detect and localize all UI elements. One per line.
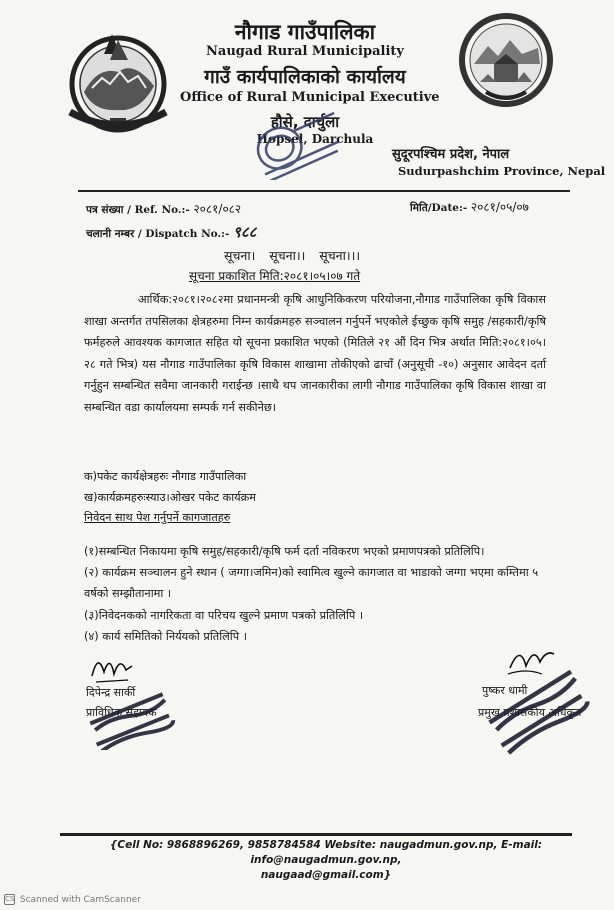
municipality-name-np: नौगाड गाउँपालिका [234,20,376,44]
list-item: (२) कार्यक्रम सञ्चालन हुने स्थान ( जग्गा।जमिन)को स्वामित्व खुल्ने कागजात वा भाडाको जग्गा भएमा कम्तिमा ५ वर्षको सम्झौतानामा । [84,566,539,601]
notice-body: आर्थिक:२०८१।२०८२मा प्रधानमन्त्री कृषि आधुनिकिकरण परियोजना,नौगाड गाउँपालिका कृषि विकास शाखा अन्तर्गत तपसिलका क्षेत्रहरुमा निम्न कार्यक्रमहरु सञ्चालन गर्नुपर्ने भएकोले ईच्छुक कृषि समुह /सहकारी/कृषि फर्महरुले आवश्यक कागजात सहित यो सूचना प्रकाशित भएको (मितिले २१ औं दिन भित्र अर्थात मिति:२०८१।०५।२८ गते भित्र) यस नौगाड गाउँपालिका कृषि विकास शाखामा तोकीएको ढाचाँ (अनुसूची -१०) अनुसार आवेदन दर्ता गर्नुहुन सम्बन्धित सवैमा जानकारी गराईन्छ ।साथै थप जानकारीका लागी नौगाड गाउँपालिका कृषि विकास शाखा वा सम्बन्धित वडा कार्यालयमा सम्पर्क गर्न सकीनेछ। [84,293,546,414]
contact-footer [86,838,566,883]
left-signatory-title: प्राविधिक सहायक [86,706,157,719]
province-en: Sudurpashchim Province, Nepal [398,164,606,178]
location-en: Hopsel, Darchula [256,132,374,146]
header-divider [78,190,570,192]
ref-value: २०८१/०८२ [193,202,242,216]
letter-date [410,198,529,215]
dispatch-label: चलानी नम्बर / Dispatch No.:- [86,228,230,240]
office-name-en: Office of Rural Municipal Executive [180,90,440,105]
programs-line: ख)कार्यक्रमहरुःस्याउ।ओखर पकेट कार्यक्रम [84,491,256,504]
province-np: सुदूरपश्चिम प्रदेश, नेपाल [392,147,510,162]
right-signatory-name: पुष्कर धामी [482,684,528,697]
right-signatory-title: प्रमुख प्रशासकीय अधिकृत [478,706,582,719]
left-signatory-name: दिपेन्द्र सार्की [86,686,136,699]
documents-list [84,541,564,647]
dispatch-stamp [238,100,356,180]
footer-divider [60,833,572,836]
list-item: (३)निवेदनकको नागरिकता वा परिचय खुल्ने प्रमाण पत्रको प्रतिलिपि । [84,608,364,622]
location-np: हौसे, दार्चुला [270,113,340,131]
date-value: २०८१/०५/०७ [470,200,529,214]
left-name-stamp [80,680,180,750]
documents-heading: निवेदन साथ पेश गर्नुपर्ने कागजातहरु [84,511,231,524]
municipality-name-en: Naugad Rural Municipality [206,44,404,59]
right-name-stamp [476,662,598,758]
scanner-watermark [4,894,141,905]
footer-line-2: naugaad@gmail.com} [260,869,392,881]
footer-line-1: {Cell No: 9868896269, 9858784584 Website: naugadmun.gov.np, E-mail: info@naugadmun.gov.np, [109,839,543,866]
date-label: मिति/Date:- [410,202,468,214]
nepal-emblem-logo [62,26,174,138]
dispatch-value: ९८८ [233,223,257,241]
scanner-text: Scanned with CamScanner [19,895,141,905]
pocket-area-line: क)पकेट कार्यक्षेत्रहरुः नौगाड गाउँपालिका [84,470,247,483]
reference-number [86,200,241,217]
dispatch-number [86,222,256,242]
municipality-logo [458,12,554,110]
camscanner-icon: CS [5,895,15,903]
ref-label: पत्र संख्या / Ref. No.:- [86,204,190,216]
list-item: (१)सम्बन्धित निकायमा कृषि समुह/सहकारी/कृषि फर्म दर्ता नविकरण भएको प्रमाणपत्रको प्रतिलिपि। [84,545,485,558]
office-name-np: गाउँ कार्यपालिकाको कार्यालय [204,66,406,88]
list-item: (४) कार्य समितिको निर्ययको प्रतिलिपि । [84,629,247,643]
notice-heading: सूचना। सूचना।। सूचना।।। [224,248,361,263]
notice-published-date: सूचना प्रकाशित मिति:२०८१।०५।०७ गते [189,269,361,283]
